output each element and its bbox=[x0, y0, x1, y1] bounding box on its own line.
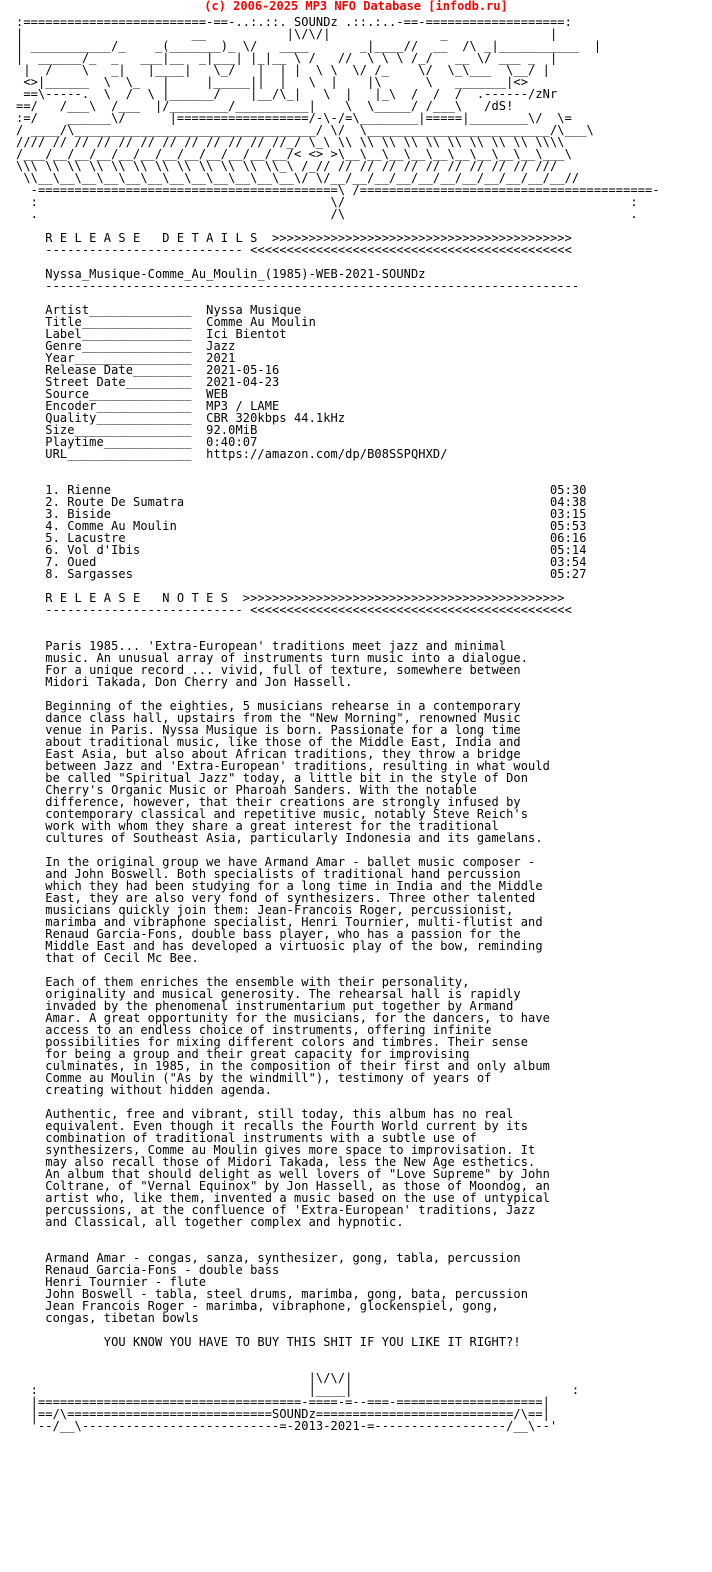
nfo-text: :=========================-==-..:.::. SOUNDz .::.:..-==-===================: | __ |\/\/| _ | | ___________/_ _(_______)_ \/ ____ _|____// __ /\ _|___________ | | ______/_ _ ___|__ _|___| |_|__ \ / // \ \ \ /_/ __ \/ ___ _ | | / \ _| |____| \_/ | | | \ \ \/ /_ \/ \_\___ \__/ | <>|______ \ \_ | |_____|| | \ | |\ \ _______|<> ==\-----. \ / \ |______/ |__/\_| \ | |_\ / / / .------/zNr ==/ /___\ /___ |/________/__________| \ \_____/ /___\ /dS! :=/ ______\/ |==================/-\-/=\________|=====|________\/ \= / ____/\_________________________________/ \/ \_________________________/\___\ //// // // // // // // // // // // //_/ \_\ \\ \\ \\ \\ \\ \\ \\ \\ \\ \\\\ /___/__/__/__/__/__/__/__/__/__/__/__/< <> >\__\__\__\__\__\__\__\__\__\___\ \\\ \\ \\ \\ \\ \\ \\ \\ \\ \\ \\ \\_\ /_// // // // // // // // // // /// \\__\__\__\__\__\__\__\__\__\__\__\__\/ \/__/__/__/__/__/__/__/__/__/__/__// -=========================================\ /========================================- : \/ : . /\ . R E L E A S E D E T A I L S >>>>>>>>>>>>>>>>>>>>>>>>>>>>>>>>>>>>>>>>> --------------------------- <<<<<<<<<<<<<<<<<<<<<<<<<<<<<<<<<<<<<<<<<<<< Nyssa_Musique-Comme_Au_Moulin_(1985)-WEB-2021-SOUNDz ------------------------------------------------------------------------- Artist______________ Nyssa Musique Title_______________ Comme Au Moulin Label_______________ Ici Bientot Genre_______________ Jazz Year________________ 2021 Release Date________ 2021-05-16 Street Date_________ 2021-04-23 Source______________ WEB Encoder_____________ MP3 / LAME Quality_____________ CBR 320kbps 44.1kHz Size________________ 92.0MiB Playtime____________ 0:40:07 URL_________________ https://amazon.com/dp/B08SSPQHXD/ 1. Rienne 05:30 2. Route De Sumatra 04:38 3. Biside 03:15 4. Comme Au Moulin 05:53 5. Lacustre 06:16 6. Vol d'Ibis 05:14 7. Oued 03:54 8. Sargasses 05:27 R E L E A S E N O T E S >>>>>>>>>>>>>>>>>>>>>>>>>>>>>>>>>>>>>>>>>>>> --------------------------- <<<<<<<<<<<<<<<<<<<<<<<<<<<<<<<<<<<<<<<<<<<< Paris 1985... 'Extra-European' traditions meet jazz and minimal music. An unusual array of instruments turn music into a dialogue. For a unique record ... vivid, full of texture, somewhere between Midori Takada, Don Cherry and Jon Hassell. Beginning of the eighties, 5 musicians rehearse in a contemporary dance class hall, upstairs from the "New Morning", renowned Music venue in Paris. Nyssa Musique is born. Passionate for a long time about traditional music, like those of the Middle East, India and East Asia, but also about African traditions, they throw a bridge between Jazz and 'Extra-European' traditions, resulting in what would be called "Spiritual Jazz" today, a little bit in the style of Don Cherry's Organic Music or Pharoah Sanders. With the notable difference, however, that their creations are strongly infused by contemporary classical and repetitive music, notably Steve Reich's work with whom they share a great interest for the traditional cultures of Southeast Asia, particularly Indonesia and its gamelans. In the original group we have Armand Amar - ballet music composer - and John Boswell. Both specialists of traditional hand percussion which they had been studying for a long time in India and the Middle East, they are also very fond of synthesizers. Three other talented musicians quickly join them: Jean-Francois Roger, percussionist, marimba and vibraphone specialist, Henri Tournier, multi-flutist and Renaud Garcia-Fons, double bass player, who has a passion for the Middle East and has developed a virtuosic play of the bow, reminding that of Cecil Mc Bee. Each of them enriches the ensemble with their personality, originality and musical generosity. The rehearsal hall is rapidly invaded by the phenomenal instrumentarium put together by Armand Amar. A great opportunity for the musicians, for the dancers, to have access to an endless choice of instruments, offering infinite possibilities for mixing different colors and timbres. Their sense for being a group and their great capacity for improvising culminates, in 1985, in the composition of their first and only album Comme au Moulin ("As by the windmill"), testimony of years of creating without hidden agenda. Authentic, free and vibrant, still today, this album has no real equivalent. Even though it recalls the Fourth World current by its combination of traditional instruments with a subtle use of synthesizers, Comme au Moulin gives more space to improvisation. It may also recall those of Midori Takada, less the New Age esthetics. An album that should delight as well lovers of "Love Supreme" by John Coltrane, of "Vernal Equinox" by Jon Hassell, as those of Moondog, an artist who, like them, invented a music based on the use of untypical percussions, at the confluence of 'Extra-European' traditions, Jazz and Classical, all together complex and hypnotic. Armand Amar - congas, sanza, synthesizer, gong, tabla, percussion Renaud Garcia-Fons - double bass Henri Tournier - flute John Boswell - tabla, steel drums, marimba, gong, bata, percussion Jean Francois Roger - marimba, vibraphone, glockenspiel, gong, congas, tibetan bowls YOU KNOW YOU HAVE TO BUY THIS SHIT IF YOU LIKE IT RIGHT?! |\/\/| : |____| : |====================================-====-=--===-====================| |==/\============================SOUNDz===========================/\==| '--/__\---------------------------=-2013-2021-=------------------/__\--' bbox=[16, 15, 660, 1433]
site-title: (c) 2006-2025 MP3 NFO Database [infodb.ru] bbox=[204, 0, 508, 13]
